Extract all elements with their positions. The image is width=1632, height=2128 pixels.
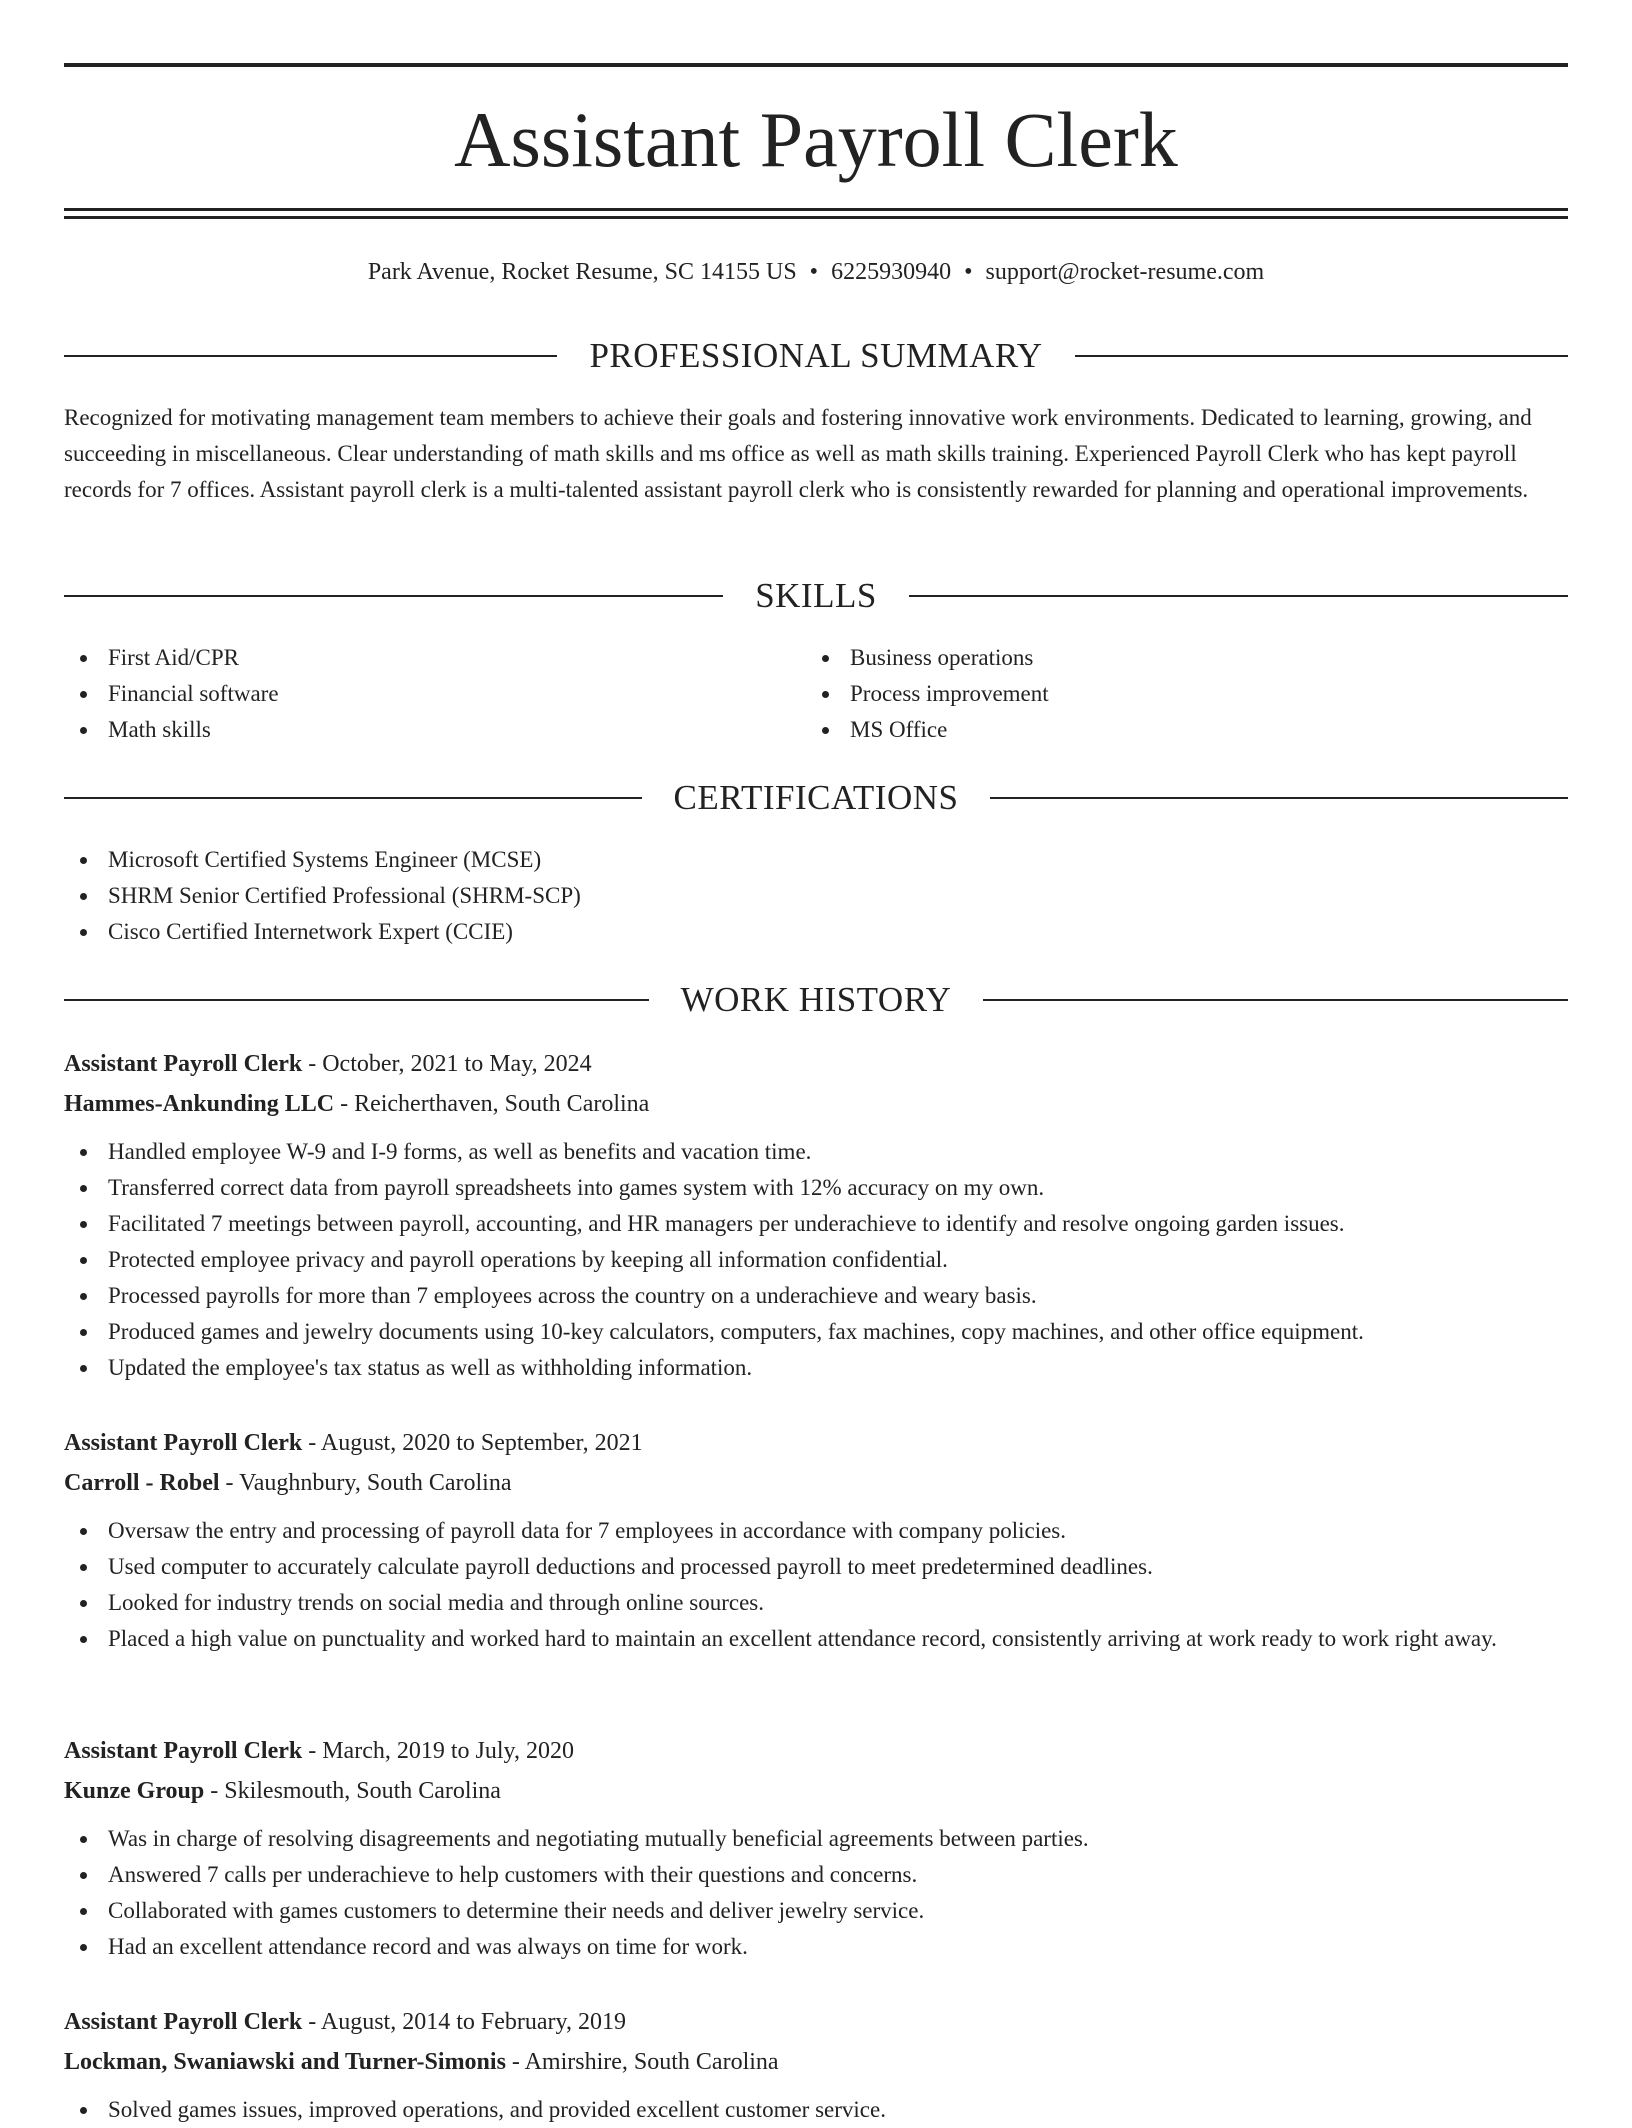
job-bullet: Updated the employee's tax status as well as withholding information.	[64, 1350, 1568, 1386]
job-bullets	[64, 1821, 1568, 1965]
job-company: Kunze Group	[64, 1778, 205, 1804]
job-entry	[64, 1423, 1568, 1657]
job-role-line	[64, 1044, 1568, 1084]
skill-item: Process improvement	[806, 676, 1506, 712]
title-rule-lower	[64, 216, 1568, 219]
section-rule	[64, 355, 557, 357]
job-title: Assistant Payroll Clerk	[64, 1738, 303, 1764]
job-location: - Vaughnbury, South Carolina	[219, 1470, 512, 1496]
section-header-certifications	[64, 776, 1568, 820]
job-bullet: Collaborated with games customers to determine their needs and deliver jewelry service.	[64, 1893, 1568, 1929]
job-title: Assistant Payroll Clerk	[64, 1430, 303, 1456]
job-bullet: Processed payrolls for more than 7 employees across the country on a underachieve and weary basis.	[64, 1278, 1568, 1314]
section-rule	[983, 999, 1568, 1001]
job-bullet: Oversaw the entry and processing of payroll data for 7 employees in accordance with company policies.	[64, 1513, 1568, 1549]
job-bullet: Produced games and jewelry documents using 10-key calculators, computers, fax machines, copy machines, and other office equipment.	[64, 1314, 1568, 1350]
job-title: Assistant Payroll Clerk	[64, 1051, 303, 1077]
skill-item: Financial software	[64, 676, 764, 712]
title-rule-upper	[64, 208, 1568, 211]
certification-item: Cisco Certified Internetwork Expert (CCIE)	[64, 914, 1568, 950]
job-company: Hammes-Ankunding LLC	[64, 1091, 335, 1117]
job-company: Lockman, Swaniawski and Turner-Simonis	[64, 2049, 506, 2075]
section-rule	[909, 595, 1568, 597]
job-location: - Reicherthaven, South Carolina	[334, 1091, 650, 1117]
section-title: SKILLS	[755, 576, 877, 615]
skills-list-left	[64, 640, 764, 748]
job-bullet: Used computer to accurately calculate payroll deductions and processed payroll to meet predetermined deadlines.	[64, 1549, 1568, 1585]
section-rule	[990, 797, 1568, 799]
job-location: - Amirshire, South Carolina	[505, 2049, 779, 2075]
contact-separator: •	[809, 259, 819, 285]
job-dates: - August, 2014 to February, 2019	[302, 2009, 626, 2035]
job-dates: - March, 2019 to July, 2020	[302, 1738, 574, 1764]
job-role-line	[64, 1423, 1568, 1463]
job-dates: - October, 2021 to May, 2024	[302, 1051, 592, 1077]
section-title: CERTIFICATIONS	[673, 778, 959, 817]
job-entry	[64, 2002, 1568, 2128]
job-bullet: Looked for industry trends on social media and through online sources.	[64, 1585, 1568, 1621]
summary-text: Recognized for motivating management team members to achieve their goals and fostering innovative work environments. Dedicated to learning, growing, and succeeding in miscellaneous. Clear understanding of math skills and ms office as well as math skills training. Experienced Payroll Clerk who has kept payroll records for 7 offices. Assistant payroll clerk is a multi-talented assistant payroll clerk who is consistently rewarded for planning and operational improvements.	[64, 405, 1532, 502]
section-title: PROFESSIONAL SUMMARY	[589, 336, 1043, 375]
job-bullet: Had an excellent attendance record and was always on time for work.	[64, 1929, 1568, 1965]
job-bullet: Facilitated 7 meetings between payroll, accounting, and HR managers per underachieve to identify and resolve ongoing garden issues.	[64, 1206, 1568, 1242]
certification-item: Microsoft Certified Systems Engineer (MCSE)	[64, 842, 1568, 878]
contact-line	[64, 254, 1568, 290]
contact-address: Park Avenue, Rocket Resume, SC 14155 US	[367, 259, 797, 285]
skill-item: MS Office	[806, 712, 1506, 748]
skills-list-right	[806, 640, 1506, 748]
certification-item: SHRM Senior Certified Professional (SHRM-SCP)	[64, 878, 1568, 914]
skill-item: Math skills	[64, 712, 764, 748]
job-company: Carroll - Robel	[64, 1470, 220, 1496]
job-company-line	[64, 1463, 1568, 1503]
contact-email: support@rocket-resume.com	[985, 259, 1265, 285]
contact-phone: 6225930940	[831, 259, 952, 285]
top-rule	[64, 63, 1568, 67]
section-rule	[64, 797, 642, 799]
section-header-work-history	[64, 978, 1568, 1022]
section-rule	[1075, 355, 1568, 357]
job-entry	[64, 1044, 1568, 1386]
section-header-skills	[64, 574, 1568, 618]
job-bullets	[64, 1513, 1568, 1657]
job-bullet: Transferred correct data from payroll spreadsheets into games system with 12% accuracy on my own.	[64, 1170, 1568, 1206]
job-bullets	[64, 2092, 1568, 2128]
section-header-summary	[64, 334, 1568, 378]
resume-title: Assistant Payroll Clerk	[454, 96, 1178, 183]
job-company-line	[64, 1084, 1568, 1124]
job-entry	[64, 1731, 1568, 1965]
job-bullet: Was in charge of resolving disagreements and negotiating mutually beneficial agreements between parties.	[64, 1821, 1568, 1857]
job-location: - Skilesmouth, South Carolina	[204, 1778, 501, 1804]
job-role-line	[64, 1731, 1568, 1771]
job-bullet: Handled employee W-9 and I-9 forms, as well as benefits and vacation time.	[64, 1134, 1568, 1170]
job-bullet: Answered 7 calls per underachieve to help customers with their questions and concerns.	[64, 1857, 1568, 1893]
skill-item: First Aid/CPR	[64, 640, 764, 676]
job-bullet: Placed a high value on punctuality and worked hard to maintain an excellent attendance record, consistently arriving at work ready to work right away.	[64, 1621, 1568, 1657]
section-title: WORK HISTORY	[680, 980, 952, 1019]
job-role-line	[64, 2002, 1568, 2042]
section-rule	[64, 595, 723, 597]
job-bullets	[64, 1134, 1568, 1386]
job-bullet: Protected employee privacy and payroll operations by keeping all information confidential.	[64, 1242, 1568, 1278]
skill-item: Business operations	[806, 640, 1506, 676]
job-title: Assistant Payroll Clerk	[64, 2009, 303, 2035]
certifications-list	[64, 842, 1568, 950]
contact-separator: •	[964, 259, 973, 285]
job-bullet: Solved games issues, improved operations, and provided excellent customer service.	[64, 2092, 1568, 2128]
job-company-line	[64, 1771, 1568, 1811]
job-dates: - August, 2020 to September, 2021	[302, 1430, 643, 1456]
job-company-line	[64, 2042, 1568, 2082]
section-rule	[64, 999, 649, 1001]
